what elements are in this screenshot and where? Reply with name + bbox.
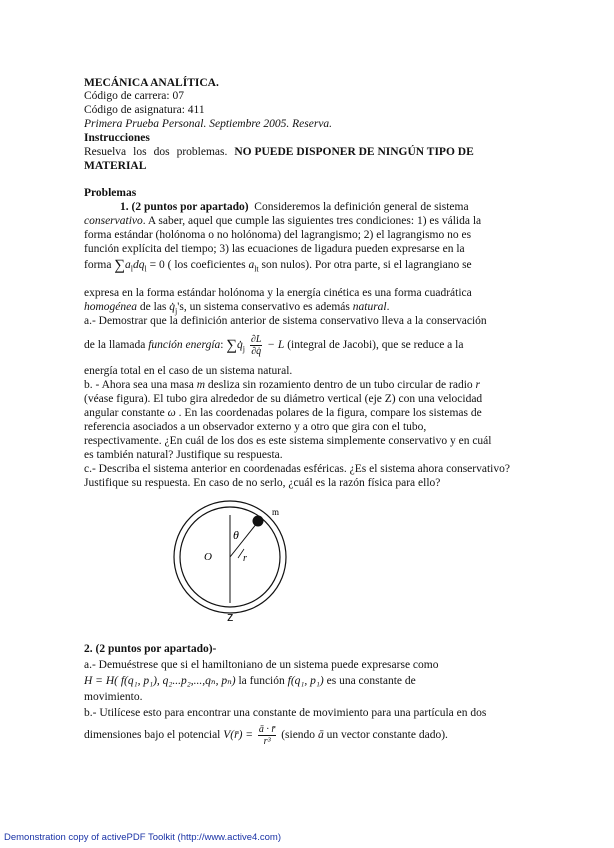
label-r: r bbox=[243, 553, 247, 564]
problem1-line3: forma estándar (holónoma o no holónoma) del lagrangismo; 2) el lagrangismo no es bbox=[84, 229, 472, 241]
subject-code: Código de asignatura: 411 bbox=[84, 104, 205, 116]
label-z: z bbox=[227, 609, 234, 624]
exam-info: Primera Prueba Personal. Septiembre 2005. Reserva. bbox=[84, 118, 333, 130]
problem1-c-line2: Justifique su respuesta. En caso de no serlo, ¿cuál es la razón física para ello? bbox=[84, 477, 441, 489]
problem1-c-line1: c.- Describa el sistema anterior en coordenadas esféricas. ¿Es el sistema ahora conservativo? bbox=[84, 463, 510, 475]
career-code: Código de carrera: 07 bbox=[84, 90, 184, 102]
problem1-a-line3: energía total en el caso de un sistema natural. bbox=[84, 365, 293, 377]
label-theta: θ bbox=[233, 528, 239, 542]
label-O: O bbox=[204, 551, 212, 563]
problem1-line6: expresa en la forma estándar holónoma y la energía cinética es una forma cuadrática bbox=[84, 287, 472, 299]
instructions-heading: Instrucciones bbox=[84, 132, 150, 144]
problem2-heading: 2. (2 puntos por apartado)- bbox=[84, 643, 217, 655]
instructions-line: Resuelva los dos problemas. NO PUEDE DISPONER DE NINGÚN TIPO DE bbox=[84, 146, 474, 158]
problem1-line1: 1. (2 puntos por apartado) Consideremos la definición general de sistema bbox=[120, 201, 469, 213]
problem1-line5: forma $\sum a_ldq_l = 0$ ( los coeficientes $a_{lt}$ son nulos). Por otra parte, si el lagrangiano se bbox=[84, 257, 472, 274]
problem1-b-line3: angular constante ω . En las coordenadas polares de la figura, compare los sistemas de bbox=[84, 407, 482, 419]
problem2-b-line1: b.- Utilícese esto para encontrar una constante de movimiento para una partícula en dos bbox=[84, 707, 487, 719]
rotating-tube-figure bbox=[160, 495, 300, 625]
instructions-line-2: MATERIAL bbox=[84, 160, 147, 172]
problem2-a-line1: a.- Demuéstrese que si el hamiltoniano de un sistema puede expresarse como bbox=[84, 659, 439, 671]
label-m: m bbox=[272, 507, 280, 517]
problem1-a-line1: a.- Demostrar que la definición anterior de sistema conservativo lleva a la conservación bbox=[84, 315, 487, 327]
problem1-b-line4: referencia asociados a un observador externo y a otro que gira con el tubo, bbox=[84, 421, 427, 433]
demo-watermark-footer: Demonstration copy of activePDF Toolkit (http://www.active4.com) bbox=[4, 832, 282, 843]
problem1-b-line6: es también natural? Justifique su respuesta. bbox=[84, 449, 283, 461]
problem1-b-line1: b. - Ahora sea una masa m desliza sin rozamiento dentro de un tubo circular de radio r bbox=[84, 379, 481, 391]
problem1-line2: conservativo. A saber, aquel que cumple las siguientes tres condiciones: 1) es válida la bbox=[84, 215, 482, 227]
problem2-b-line2: dimensiones bajo el potencial V(r̄) = $\frac{ā \cdot r̄}{\text{r³}}$ (siendo ā un vector constante dado). bbox=[84, 724, 448, 747]
problem1-b-line5: respectivamente. ¿En cuál de los dos es este sistema simplemente conservativo y en cuál bbox=[84, 435, 492, 447]
problem2-a-line3: movimiento. bbox=[84, 691, 143, 703]
problem1-line4: función explícita del tiempo; 3) las ecuaciones de ligadura pueden expresarse en la bbox=[84, 243, 465, 255]
problem1-b-line2: (véase figura). El tubo gira alrededor de su diámetro vertical (eje Z) con una velocidad bbox=[84, 393, 483, 405]
problem2-a-line2: H = H( f(q₁, p₁), q₂...p₂,...,qₙ, pₙ) la función f(q₁, p₁) es una constante de bbox=[84, 675, 416, 687]
problem1-a-line2: de la llamada función energía: $\sum q̇_j$ $\frac{\partial L}{\partial q̇}$ − L (integral de Jacobi), que se reduce a la bbox=[84, 334, 464, 357]
problems-heading: Problemas bbox=[84, 187, 137, 199]
document-title: MECÁNICA ANALÍTICA. bbox=[84, 77, 219, 89]
mass-point bbox=[253, 516, 264, 527]
problem1-line7: homogénea de las $q̇_j's$, un sistema conservativo es además natural. bbox=[84, 301, 390, 316]
